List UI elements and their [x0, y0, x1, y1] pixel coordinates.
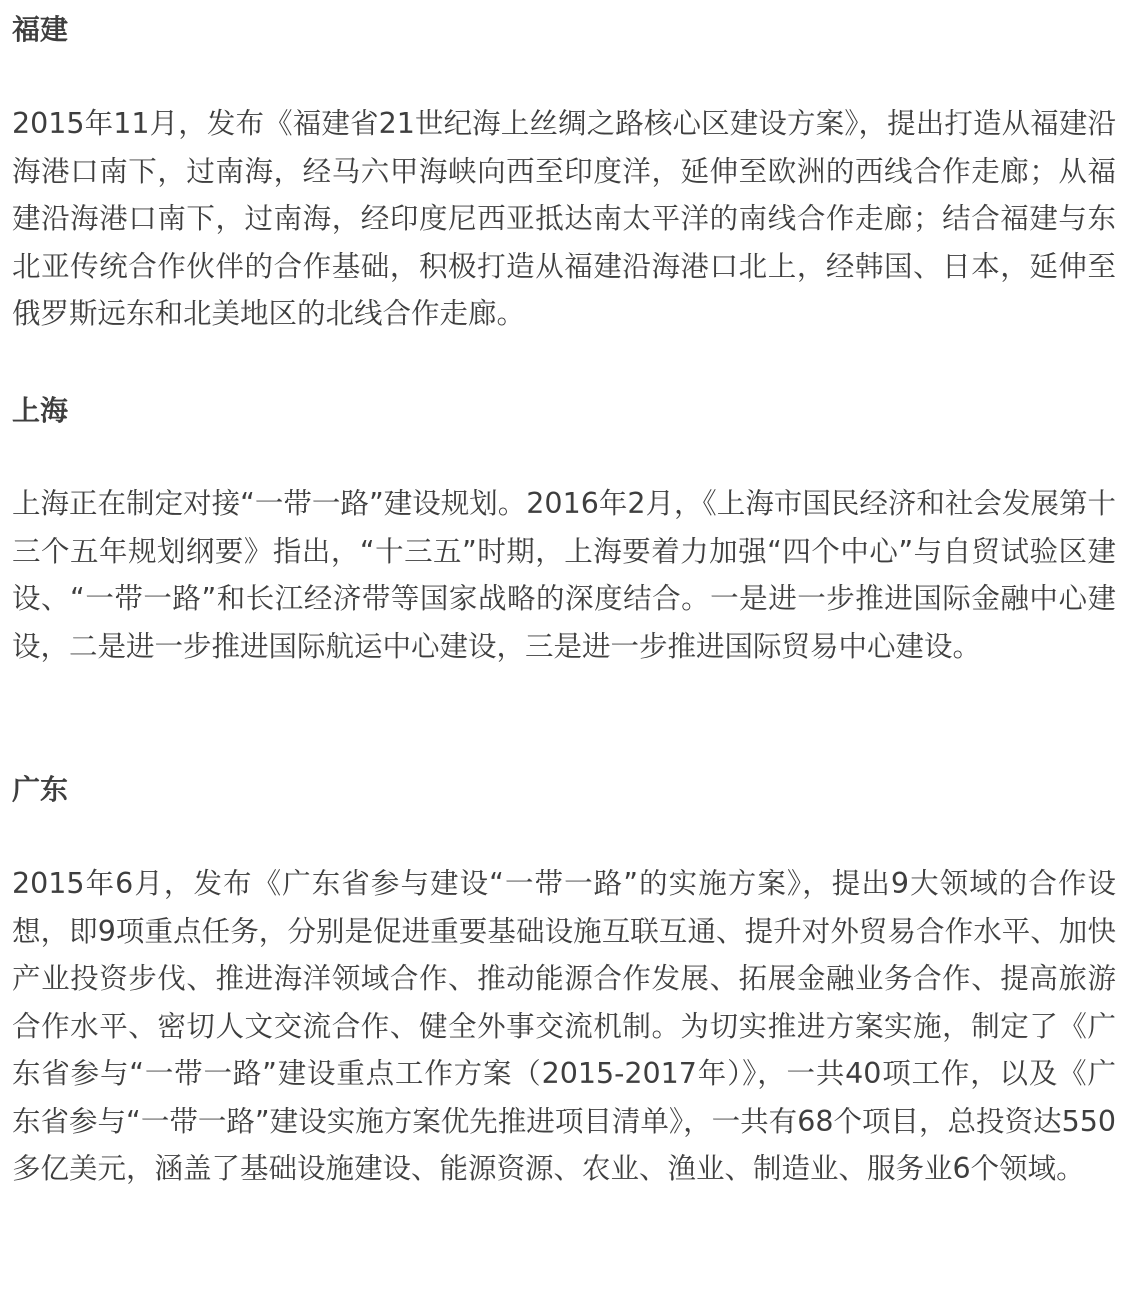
- section-heading-fujian: 福建: [12, 13, 69, 46]
- section-heading-shanghai: 上海: [12, 394, 69, 427]
- section-heading-guangdong: 广东: [12, 773, 69, 806]
- section-paragraph-guangdong: 2015年6月，发布《广东省参与建设“一带一路”的实施方案》，提出9大领域的合作设想，即9项重点任务，分别是促进重要基础设施互联互通、提升对外贸易合作水平、加快产业投资步伐、推进海洋领域合作、推动能源合作发展、拓展金融业务合作、提高旅游合作水平、密切人文交流合作、健全外事交流机制。为切实推进方案实施，制定了《广东省参与“一带一路”建设重点工作方案（2015-2017年）》，一共40项工作，以及《广东省参与“一带一路”建设实施方案优先推进项目清单》，一共有68个项目，总投资达550多亿美元，涵盖了基础设施建设、能源资源、农业、渔业、制造业、服务业6个领域。: [12, 867, 1116, 1185]
- section-paragraph-fujian: 2015年11月，发布《福建省21世纪海上丝绸之路核心区建设方案》，提出打造从福建沿海港口南下，过南海，经马六甲海峡向西至印度洋，延伸至欧洲的西线合作走廊；从福建沿海港口南下，过南海，经印度尼西亚抵达南太平洋的南线合作走廊；结合福建与东北亚传统合作伙伴的合作基础，积极打造从福建沿海港口北上，经韩国、日本，延伸至俄罗斯远东和北美地区的北线合作走廊。: [12, 107, 1116, 330]
- section-paragraph-shanghai: 上海正在制定对接“一带一路”建设规划。2016年2月，《上海市国民经济和社会发展第十三个五年规划纲要》指出，“十三五”时期，上海要着力加强“四个中心”与自贸试验区建设、“一带一路”和长江经济带等国家战略的深度结合。一是进一步推进国际金融中心建设，二是进一步推进国际航运中心建设，三是进一步推进国际贸易中心建设。: [12, 487, 1116, 663]
